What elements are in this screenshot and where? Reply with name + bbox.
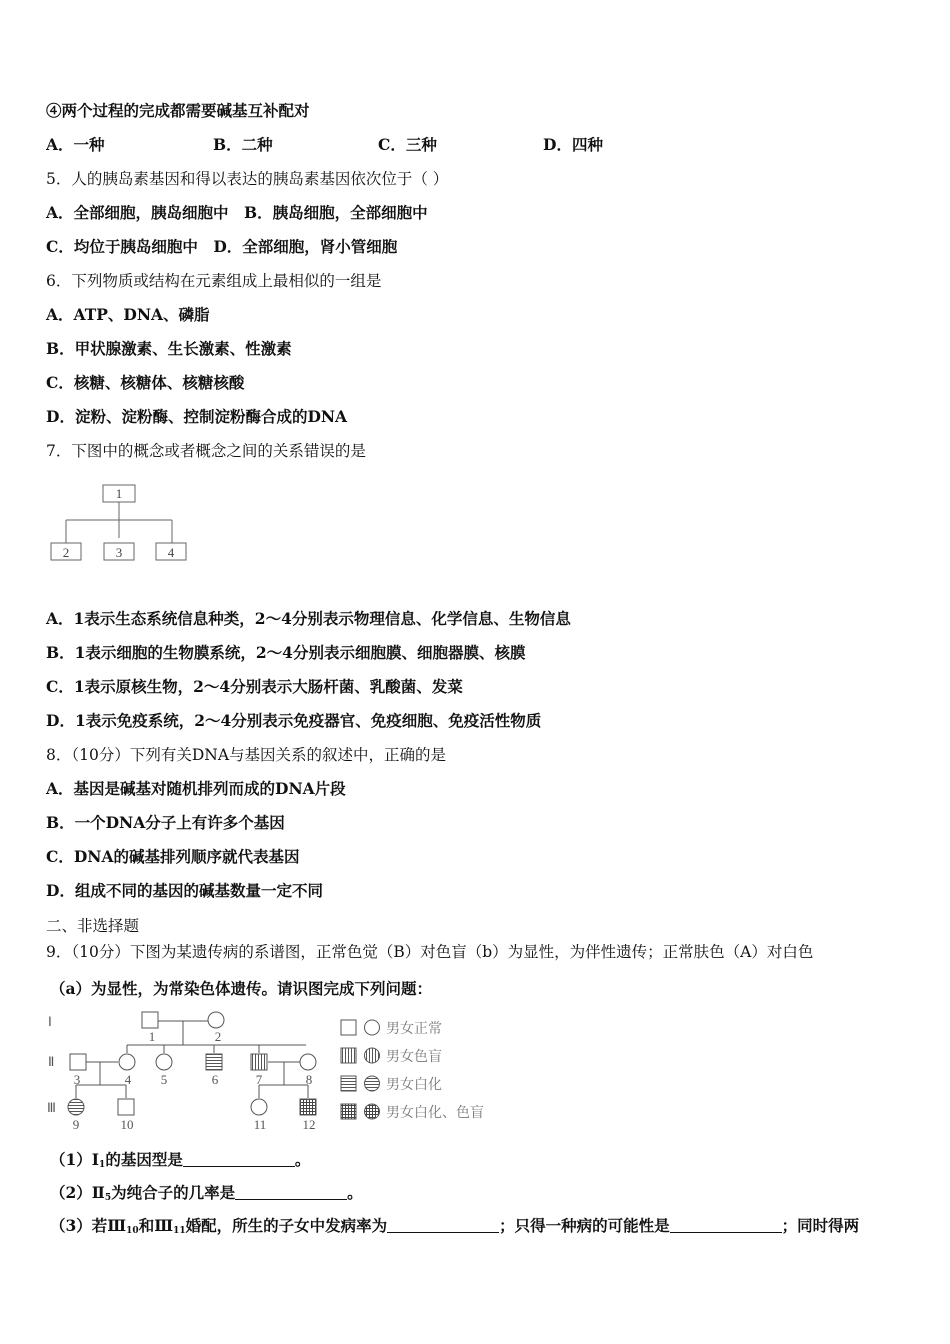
q7-concept-diagram [46,480,196,568]
pedigree-III9 [68,1099,84,1115]
q5-stem: 5．人的胰岛素基因和得以表达的胰岛素基因依次位于（ ） [46,170,449,188]
q5-options-cd: C．均位于胰岛细胞中 D．全部细胞，肾小管细胞 [46,237,398,256]
q9-part1: $(1)Ⅰ_1$的基因型是 。 [50,1150,311,1170]
legend-albino-colorblind: 男女白化、色盲 [386,1106,484,1121]
q4-item4: ④两个过程的完成都需要碱基互补配对 [46,101,310,120]
q4-option-d: D．四种 [543,135,603,154]
q7-label-4: 4 [167,545,175,560]
q4-option-c: C．三种 [378,135,437,154]
pedigree-II4 [119,1054,135,1070]
q7-label-2: 2 [62,545,70,560]
q9-part3: （3）若$Ⅲ_{10}$和$Ⅲ_{11}$婚配，所生的子女中发病率为 ；只得一种病的可能性是 ；同时得两 [50,1216,860,1236]
q7-label-1: 1 [115,486,123,501]
pedigree-III10 [118,1099,134,1115]
generation-label-III: Ⅲ [47,1100,56,1115]
label-2: 2 [214,1029,222,1044]
answer-blank-1[interactable] [183,1152,295,1167]
answer-blank-2[interactable] [235,1185,347,1200]
q8-option-a: A．基因是碱基对随机排列而成的DNA片段 [46,779,346,798]
pedigree-II3 [70,1054,86,1070]
q8-option-d: D．组成不同的基因的碱基数量一定不同 [46,881,323,900]
pedigree-III11 [251,1099,267,1115]
pedigree-I2 [208,1012,224,1028]
q6-option-b: B．甲状腺激素、生长激素、性激素 [46,339,292,358]
pedigree-legend [341,1020,380,1119]
q7-option-a: A．1表示生态系统信息种类，2～4分别表示物理信息、化学信息、生物信息 [46,609,571,628]
q7-option-c: C．1表示原核生物，2～4分别表示大肠杆菌、乳酸菌、发菜 [46,677,463,696]
q6-option-c: C．核糖、核糖体、核糖核酸 [46,373,245,392]
q7-stem: 7．下图中的概念或者概念之间的关系错误的是 [46,442,366,460]
pedigree-II5 [156,1054,172,1070]
q8-option-b: B．一个DNA分子上有许多个基因 [46,813,285,832]
label-5: 5 [160,1072,168,1087]
label-10: 10 [120,1117,134,1132]
q4-option-b: B．二种 [213,135,273,154]
label-11: 11 [253,1117,267,1132]
q6-option-d: D．淀粉、淀粉酶、控制淀粉酶合成的DNA [46,407,348,426]
answer-blank-3[interactable] [387,1218,499,1233]
legend-normal: 男女正常 [386,1022,442,1037]
q7-label-3: 3 [115,545,123,560]
q7-option-b: B．1表示细胞的生物膜系统，2～4分别表示细胞膜、细胞器膜、核膜 [46,643,526,662]
pedigree-II7 [251,1054,267,1070]
q8-stem: 8．（10分）下列有关DNA与基因关系的叙述中，正确的是 [46,746,447,764]
label-4: 4 [124,1072,132,1087]
legend-colorblind: 男女色盲 [386,1050,442,1065]
q5-options-ab: A．全部细胞，胰岛细胞中 B．胰岛细胞，全部细胞中 [46,203,428,222]
q9-part2: $(2)Ⅱ_5$为纯合子的几率是 。 [50,1183,363,1203]
label-8: 8 [305,1072,313,1087]
answer-blank-4[interactable] [670,1218,782,1233]
q9-pedigree-chart [44,1005,504,1137]
q6-stem: 6．下列物质或结构在元素组成上最相似的一组是 [46,272,382,290]
generation-label-I: Ⅰ [48,1014,52,1029]
pedigree-II8 [300,1054,316,1070]
label-1: 1 [148,1029,156,1044]
q9-stem-line1: 9．（10分）下图为某遗传病的系谱图，正常色觉（B）对色盲（b）为显性，为伴性遗传；正常肤色（A）对白色 [46,943,814,961]
q7-option-d: D．1表示免疫系统，2～4分别表示免疫器官、免疫细胞、免疫活性物质 [46,711,542,730]
label-6: 6 [211,1072,219,1087]
q9-stem-line2: （a）为显性，为常染色体遗传。请识图完成下列问题： [50,979,433,998]
section-heading: 二、非选择题 [46,917,140,935]
label-7: 7 [255,1072,263,1087]
label-9: 9 [72,1117,80,1132]
generation-label-II: Ⅱ [48,1054,55,1069]
legend-albino: 男女白化 [386,1078,442,1093]
pedigree-I1 [142,1012,158,1028]
q6-option-a: A．ATP、DNA、磷脂 [46,305,210,324]
pedigree-II6 [206,1054,222,1070]
q8-option-c: C．DNA的碱基排列顺序就代表基因 [46,847,300,866]
label-12: 12 [302,1117,316,1132]
pedigree-III12 [300,1099,316,1115]
label-3: 3 [73,1072,81,1087]
q4-option-a: A．一种 [46,135,105,154]
